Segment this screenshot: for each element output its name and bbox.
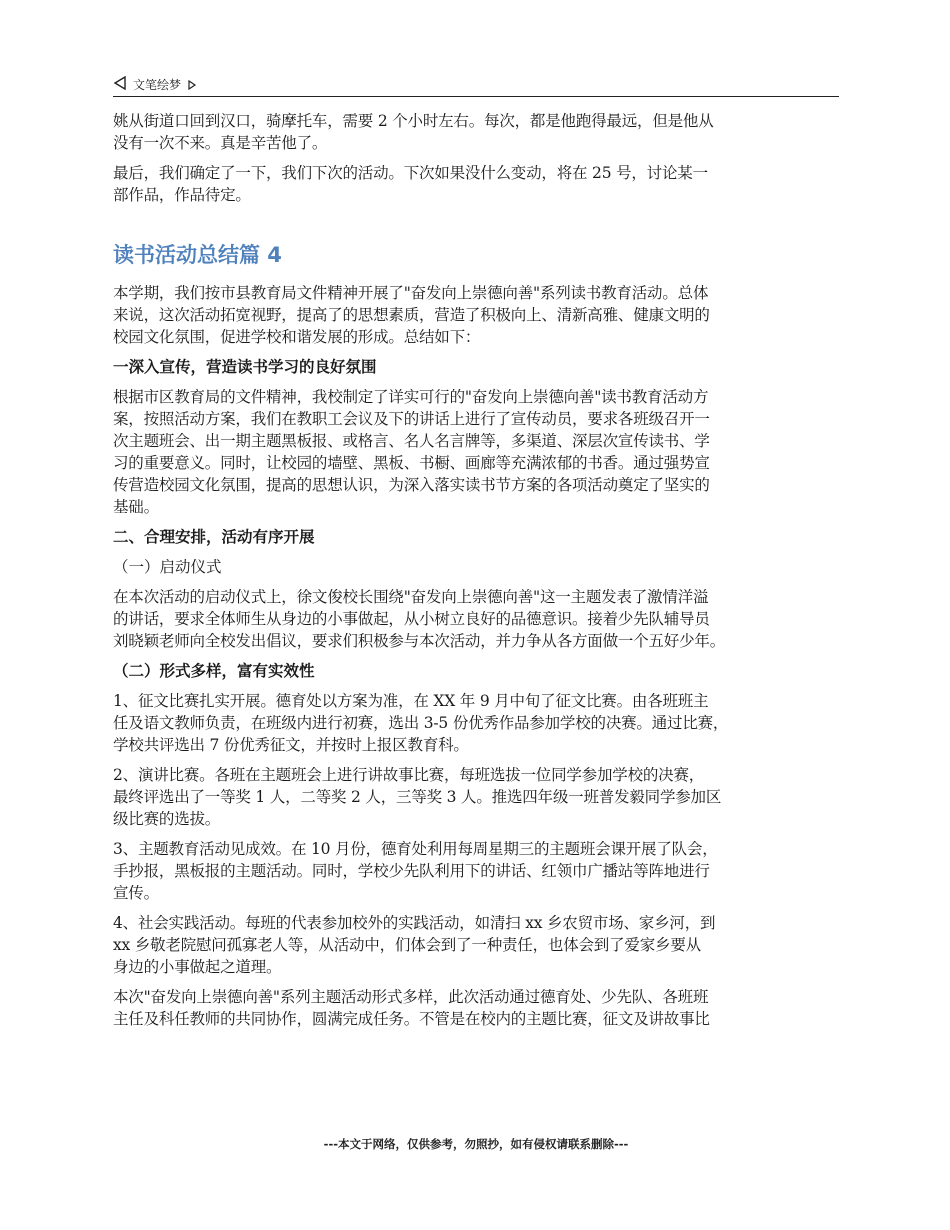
text-line: 级比赛的选拔。 [113, 810, 221, 828]
page-footer: ---本文于网络，仅供参考，勿照抄，如有侵权请联系删除--- [323, 1137, 629, 1151]
list-item-social-practice [113, 912, 839, 978]
heading-arrangement: 二、合理安排，活动有序开展 [113, 527, 315, 546]
text-line: 2、演讲比赛。各班在主题班会上进行讲故事比赛，每班选拔一位同学参加学校的决赛， [113, 766, 705, 784]
heading-forms: （二）形式多样，富有实效性 [113, 661, 315, 680]
subheading-launch: （一）启动仪式 [113, 558, 222, 576]
text-line: 次主题班会、出一期主题黑板报、或格言、名人名言牌等，多渠道、深层次宣传读书、学 [113, 432, 710, 450]
text-line: 根据市区教育局的文件精神，我校制定了详实可行的"奋发向上崇德向善"读书教育活动方 [113, 388, 709, 406]
text-line: 最终评选出了一等奖 1 人，二等奖 2 人，三等奖 3 人。推选四年级一班普发毅同学参加区 [113, 788, 722, 806]
section-title: 读书活动总结篇 4 [113, 243, 282, 267]
text-line: 本次"奋发向上崇德向善"系列主题活动形式多样，此次活动通过德育处、少先队、各班班 [113, 988, 709, 1006]
text-line: 任及语文教师负责，在班级内进行初赛，选出 3-5 份优秀作品参加学校的决赛。通过比赛， [113, 714, 729, 732]
text-line: 手抄报，黑板报的主题活动。同时，学校少先队利用下的讲话、红领巾广播站等阵地进行 [113, 862, 710, 880]
text-line: 身边的小事做起之道理。 [113, 958, 282, 976]
page-header [113, 72, 839, 97]
triangle-left-outline-icon [113, 75, 127, 94]
list-item-theme-education [113, 838, 839, 904]
text-line: 没有一次不来。真是辛苦他了。 [113, 134, 328, 152]
text-line: 3、主题教育活动见成效。在 10 月份，德育处利用每周星期三的主题班会课开展了队会， [113, 840, 718, 858]
triangle-right-outline-icon [187, 75, 197, 94]
paragraph-promotion [113, 386, 839, 518]
text-line: 学校共评选出 7 份优秀征文，并按时上报区教育科。 [113, 736, 469, 754]
paragraph-top-1 [113, 110, 839, 154]
text-line: xx 乡敬老院慰问孤寡老人等，从活动中，们体会到了一种责任，也体会到了爱家乡要从 [113, 936, 701, 954]
text-line: 案，按照活动方案，我们在教职工会议及下的讲话上进行了宣传动员，要求各班级召开一 [113, 410, 710, 428]
list-item-speech [113, 764, 839, 830]
text-line: 最后，我们确定了一下，我们下次的活动。下次如果没什么变动，将在 25 号，讨论某一 [113, 164, 708, 182]
text-line: 在本次活动的启动仪式上，徐文俊校长围绕"奋发向上崇德向善"这一主题发表了激情洋溢 [113, 588, 709, 606]
text-line: 校园文化氛围，促进学校和谐发展的形成。总结如下： [113, 328, 481, 346]
text-line: 习的重要意义。同时，让校园的墙壁、黑板、书橱、画廊等充满浓郁的书香。通过强势宣 [113, 454, 710, 472]
text-line: 来说，这次活动拓宽视野，提高了的思想素质，营造了积极向上、清新高雅、健康文明的 [113, 306, 710, 324]
paragraph-launch [113, 586, 839, 652]
intro-paragraph [113, 282, 839, 348]
header-title: 文笔绘梦 [133, 77, 182, 92]
text-line: 姚从街道口回到汉口，骑摩托车，需要 2 个小时左右。每次，都是他跑得最远，但是他从 [113, 112, 714, 130]
paragraph-top-2 [113, 162, 839, 206]
paragraph-summary [113, 986, 839, 1030]
document-body [113, 110, 839, 1038]
heading-promotion: 一深入宣传，营造读书学习的良好氛围 [113, 357, 377, 376]
text-line: 4、社会实践活动。每班的代表参加校外的实践活动，如清扫 xx 乡农贸市场、家乡河，到 [113, 914, 716, 932]
document-page [113, 0, 839, 1230]
text-line: 本学期，我们按市县教育局文件精神开展了"奋发向上崇德向善"系列读书教育活动。总体 [113, 284, 709, 302]
list-item-essay [113, 690, 839, 756]
text-line: 刘晓颖老师向全校发出倡议，要求们积极参与本次活动，并力争从各方面做一个五好少年。 [113, 632, 726, 650]
text-line: 传营造校园文化氛围，提高的思想认识，为深入落实读书节方案的各项活动奠定了坚实的 [113, 476, 710, 494]
text-line: 宣传。 [113, 884, 159, 902]
text-line: 1、征文比赛扎实开展。德育处以方案为准，在 XX 年 9 月中旬了征文比赛。由各班班主 [113, 692, 709, 710]
text-line: 部作品，作品待定。 [113, 186, 251, 204]
text-line: 的讲话，要求全体师生从身边的小事做起，从小树立良好的品德意识。接着少先队辅导员 [113, 610, 710, 628]
text-line: 主任及科任教师的共同协作，圆满完成任务。不管是在校内的主题比赛，征文及讲故事比 [113, 1010, 710, 1028]
text-line: 基础。 [113, 498, 159, 516]
